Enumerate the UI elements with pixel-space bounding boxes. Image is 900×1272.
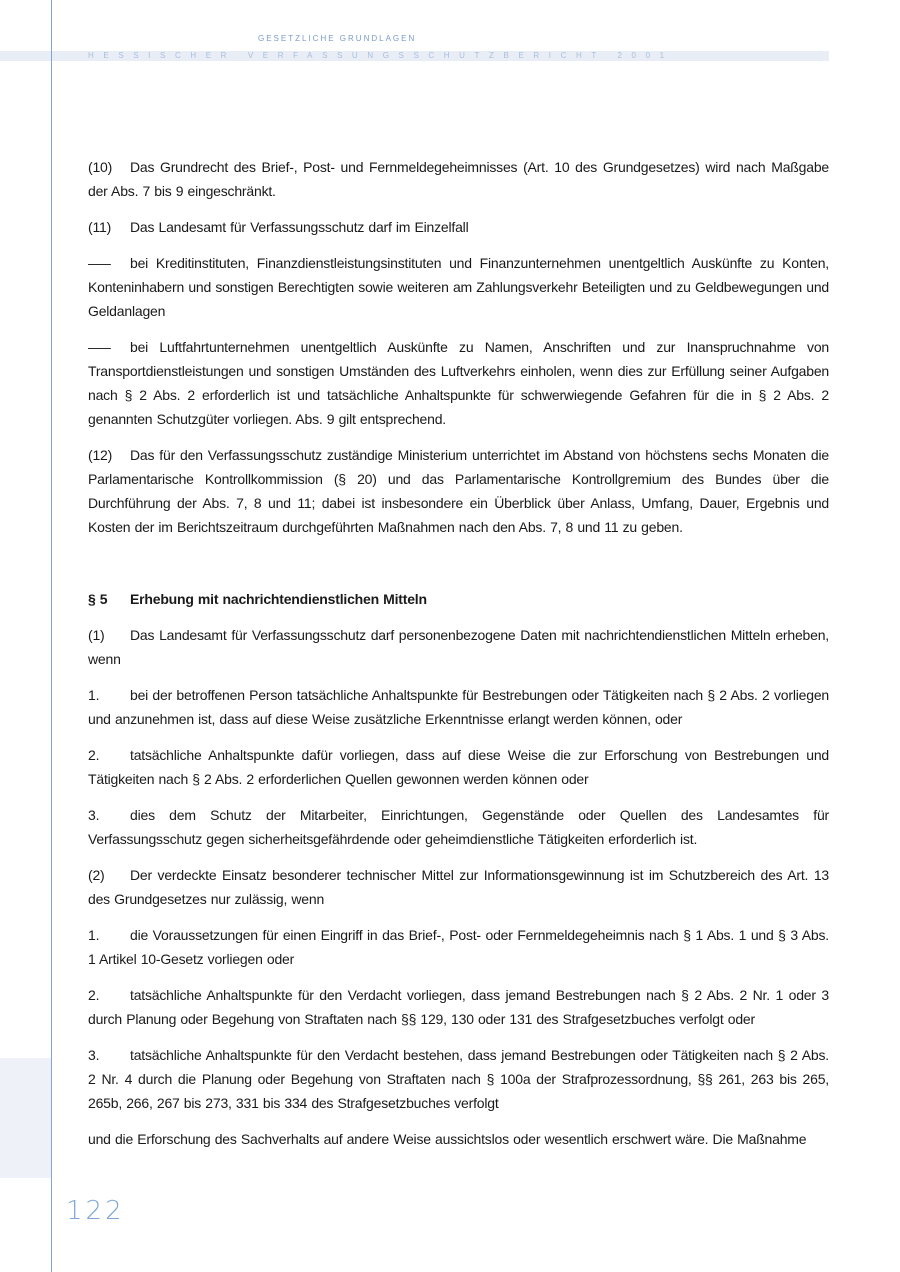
list-item-label: 2. xyxy=(88,987,100,1003)
list-item-text: tatsächliche Anhaltspunkte für den Verdacht vorliegen, dass jemand Bestrebungen nach § 2 Abs. 2 Nr. 1 oder 3 durch Planung oder Begehung von Straftaten nach §§ 129, 130 oder 131 des Strafgesetzbuches verfolgt oder xyxy=(88,987,829,1027)
list-item-text: tatsächliche Anhaltspunkte dafür vorliegen, dass auf diese Weise die zur Erforschung von Bestrebungen und Tätigkeiten nach § 2 Abs. 2 erforderlichen Quellen gewonnen werden können oder xyxy=(88,747,829,787)
list-item-label: 1. xyxy=(88,687,100,703)
paragraph-label: (2) xyxy=(88,867,105,883)
paragraph-label: (11) xyxy=(88,219,112,235)
list-item xyxy=(88,743,829,791)
page-number: 122 xyxy=(66,1196,125,1226)
paragraph-text: und die Erforschung des Sachverhalts auf andere Weise aussichtslos oder wesentlich erschwert wäre. Die Maßnahme xyxy=(88,1131,807,1147)
section-number: § 5 xyxy=(88,591,108,607)
paragraph xyxy=(88,623,829,671)
paragraph-label: (10) xyxy=(88,159,113,175)
list-item xyxy=(88,983,829,1031)
paragraph xyxy=(88,215,829,239)
list-item xyxy=(88,1043,829,1115)
list-item-label: 3. xyxy=(88,807,100,823)
list-item-label: 3. xyxy=(88,1047,100,1063)
paragraph-text: Das Landesamt für Verfassungsschutz darf personenbezogene Daten mit nachrichtendienstlichen Mitteln erheben, wenn xyxy=(88,627,829,667)
list-item-text: bei der betroffenen Person tatsächliche Anhaltspunkte für Bestrebungen oder Tätigkeiten nach § 2 Abs. 2 vorliegen und anzunehmen ist, dass auf diese Weise zusätzliche Erkenntnisse erlangt werden können, oder xyxy=(88,687,829,727)
list-item xyxy=(88,683,829,731)
header-running-title: HESSISCHER VERFASSUNGSSCHUTZBERICHT 2001 xyxy=(88,51,674,60)
left-margin-band xyxy=(0,1058,51,1178)
list-item-label: 1. xyxy=(88,927,100,943)
paragraph-label: (1) xyxy=(88,627,105,643)
left-margin-rule xyxy=(51,0,52,1272)
paragraph xyxy=(88,335,829,431)
section-heading xyxy=(88,587,829,611)
list-item-text: dies dem Schutz der Mitarbeiter, Einrichtungen, Gegenstände oder Quellen des Landesamtes für Verfassungsschutz gegen sicherheitsgefährdende oder geheimdienstliche Tätigkeiten erforderlich ist. xyxy=(88,807,829,847)
paragraph xyxy=(88,251,829,323)
list-item xyxy=(88,803,829,851)
paragraph-text: Das für den Verfassungsschutz zuständige Ministerium unterrichtet im Abstand von höchstens sechs Monaten die Parlamentarische Kontrollkommission (§ 20) und das Parlamentarische Kontrollgremium des Bundes über die Durchführung der Abs. 7, 8 und 11; dabei ist insbesondere ein Überblick über Anlass, Umfang, Dauer, Ergebnis und Kosten der im Berichtszeitraum durchgeführten Maßnahmen nach den Abs. 7, 8 und 11 zu geben. xyxy=(88,447,829,535)
header-section-title: GESETZLICHE GRUNDLAGEN xyxy=(258,34,417,43)
list-item xyxy=(88,923,829,971)
section-title: Erhebung mit nachrichtendienstlichen Mitteln xyxy=(130,591,427,607)
list-item-text: tatsächliche Anhaltspunkte für den Verdacht bestehen, dass jemand Bestrebungen oder Tätigkeiten nach § 2 Abs. 2 Nr. 4 durch die Planung oder Begehung von Straftaten nach § 100a der Strafprozessordnung, §§ 261, 263 bis 265, 265b, 266, 267 bis 273, 331 bis 334 des Strafgesetzbuches verfolgt xyxy=(88,1047,829,1111)
page-body xyxy=(88,155,829,1163)
paragraph-text: bei Kreditinstituten, Finanzdienstleistungsinstituten und Finanzunternehmen unentgeltlich Auskünfte zu Konten, Konteninhabern und sonstigen Berechtigten sowie weiteren am Zahlungsverkehr Beteiligten und zu Geldbewegungen und Geldanlagen xyxy=(88,255,829,319)
paragraph-label: (12) xyxy=(88,447,113,463)
list-item-text: die Voraussetzungen für einen Eingriff in das Brief-, Post- oder Fernmeldegeheimnis nach § 1 Abs. 1 und § 3 Abs. 1 Artikel 10-Gesetz vorliegen oder xyxy=(88,927,829,967)
paragraph xyxy=(88,863,829,911)
paragraph-label: ––– xyxy=(88,339,111,355)
paragraph-text: bei Luftfahrtunternehmen unentgeltlich Auskünfte zu Namen, Anschriften und zur Inanspruchnahme von Transportdienstleistungen und sonstigen Umständen des Luftverkehrs einholen, wenn dies zur Erfüllung seiner Aufgaben nach § 2 Abs. 2 erforderlich ist und tatsächliche Anhaltspunkte für schwerwiegende Gefahren für die in § 2 Abs. 2 genannten Schutzgüter vorliegen. Abs. 9 gilt entsprechend. xyxy=(88,339,829,427)
paragraph-text: Das Grundrecht des Brief-, Post- und Fernmeldegeheimnisses (Art. 10 des Grundgesetzes) wird nach Maßgabe der Abs. 7 bis 9 eingeschränkt. xyxy=(88,159,829,199)
paragraph-continuation xyxy=(88,1127,829,1151)
paragraph-text: Das Landesamt für Verfassungsschutz darf im Einzelfall xyxy=(130,219,469,235)
paragraph-label: ––– xyxy=(88,255,111,271)
list-item-label: 2. xyxy=(88,747,100,763)
paragraph xyxy=(88,443,829,539)
paragraph xyxy=(88,155,829,203)
paragraph-text: Der verdeckte Einsatz besonderer technischer Mittel zur Informationsgewinnung ist im Schutzbereich des Art. 13 des Grundgesetzes nur zulässig, wenn xyxy=(88,867,829,907)
